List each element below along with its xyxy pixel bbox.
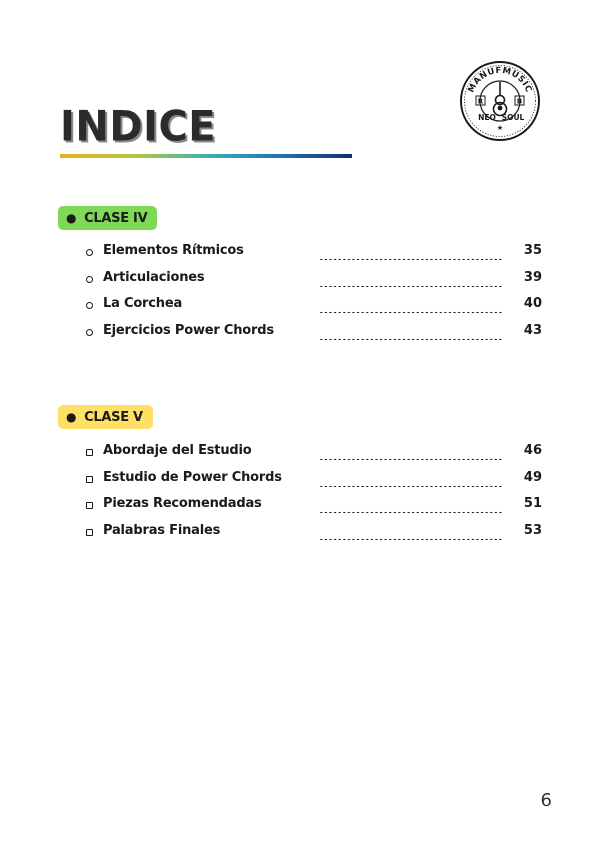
toc-item[interactable] [86,496,546,523]
toc-item-label: Piezas Recomendadas [103,496,262,511]
section-label: CLASE V [84,409,143,425]
toc-item-page: 46 [523,443,542,458]
square-bullet-icon [86,449,93,456]
toc-item-page: 43 [523,322,542,338]
toc-item[interactable] [86,470,546,497]
dot-leader [319,503,502,513]
section-badge-clase-v [58,405,153,429]
toc-item-page: 39 [523,269,542,285]
toc-item[interactable] [86,523,546,550]
section-label: CLASE IV [84,210,148,226]
logo-letter-b: B [516,97,523,106]
dot-leader [319,303,502,313]
toc-item-label: Articulaciones [103,269,205,285]
logo-text-top: MANUFMUSIC [466,65,534,95]
dot-leader [319,277,502,287]
page-number: 6 [540,790,552,811]
page-title: INDICE [60,102,217,152]
dot-leader [319,530,502,540]
toc-item[interactable] [86,243,546,270]
toc-item-label: La Corchea [103,296,183,311]
dot-leader [319,250,502,260]
toc-item-label: Palabras Finales [103,522,221,538]
circle-bullet-icon [86,249,93,256]
square-bullet-icon [86,476,93,483]
badge-bullet-icon: ● [66,410,77,424]
logo-text-soul: SOUL [501,113,525,122]
toc-item[interactable] [86,270,546,297]
circle-bullet-icon [86,302,93,309]
square-bullet-icon [86,529,93,536]
toc-item-page: 40 [523,296,542,311]
title-underline [60,154,352,158]
toc-item-label: Ejercicios Power Chords [103,322,274,338]
toc-item-label: Abordaje del Estudio [103,443,252,458]
toc-list-clase-iv [86,243,546,349]
toc-item-page: 35 [523,243,542,258]
logo-star: ★ [496,124,504,132]
dot-leader [319,477,502,487]
toc-item[interactable] [86,323,546,350]
logo-text-neo: NEO [478,113,496,122]
circle-bullet-icon [86,329,93,336]
toc-list-clase-v [86,443,546,549]
square-bullet-icon [86,502,93,509]
toc-item-page: 49 [523,469,542,485]
toc-item-label: Estudio de Power Chords [103,469,282,485]
logo-letter-r: R [477,97,484,106]
badge-bullet-icon: ● [66,211,77,225]
circle-bullet-icon [86,276,93,283]
toc-item-label: Elementos Rítmicos [103,243,244,258]
toc-item-page: 53 [523,522,542,538]
toc-item[interactable] [86,443,546,470]
toc-item-page: 51 [523,496,542,511]
brand-logo [459,60,541,142]
dot-leader [319,450,502,460]
section-badge-clase-iv [58,206,157,230]
dot-leader [319,330,502,340]
toc-item[interactable] [86,296,546,323]
